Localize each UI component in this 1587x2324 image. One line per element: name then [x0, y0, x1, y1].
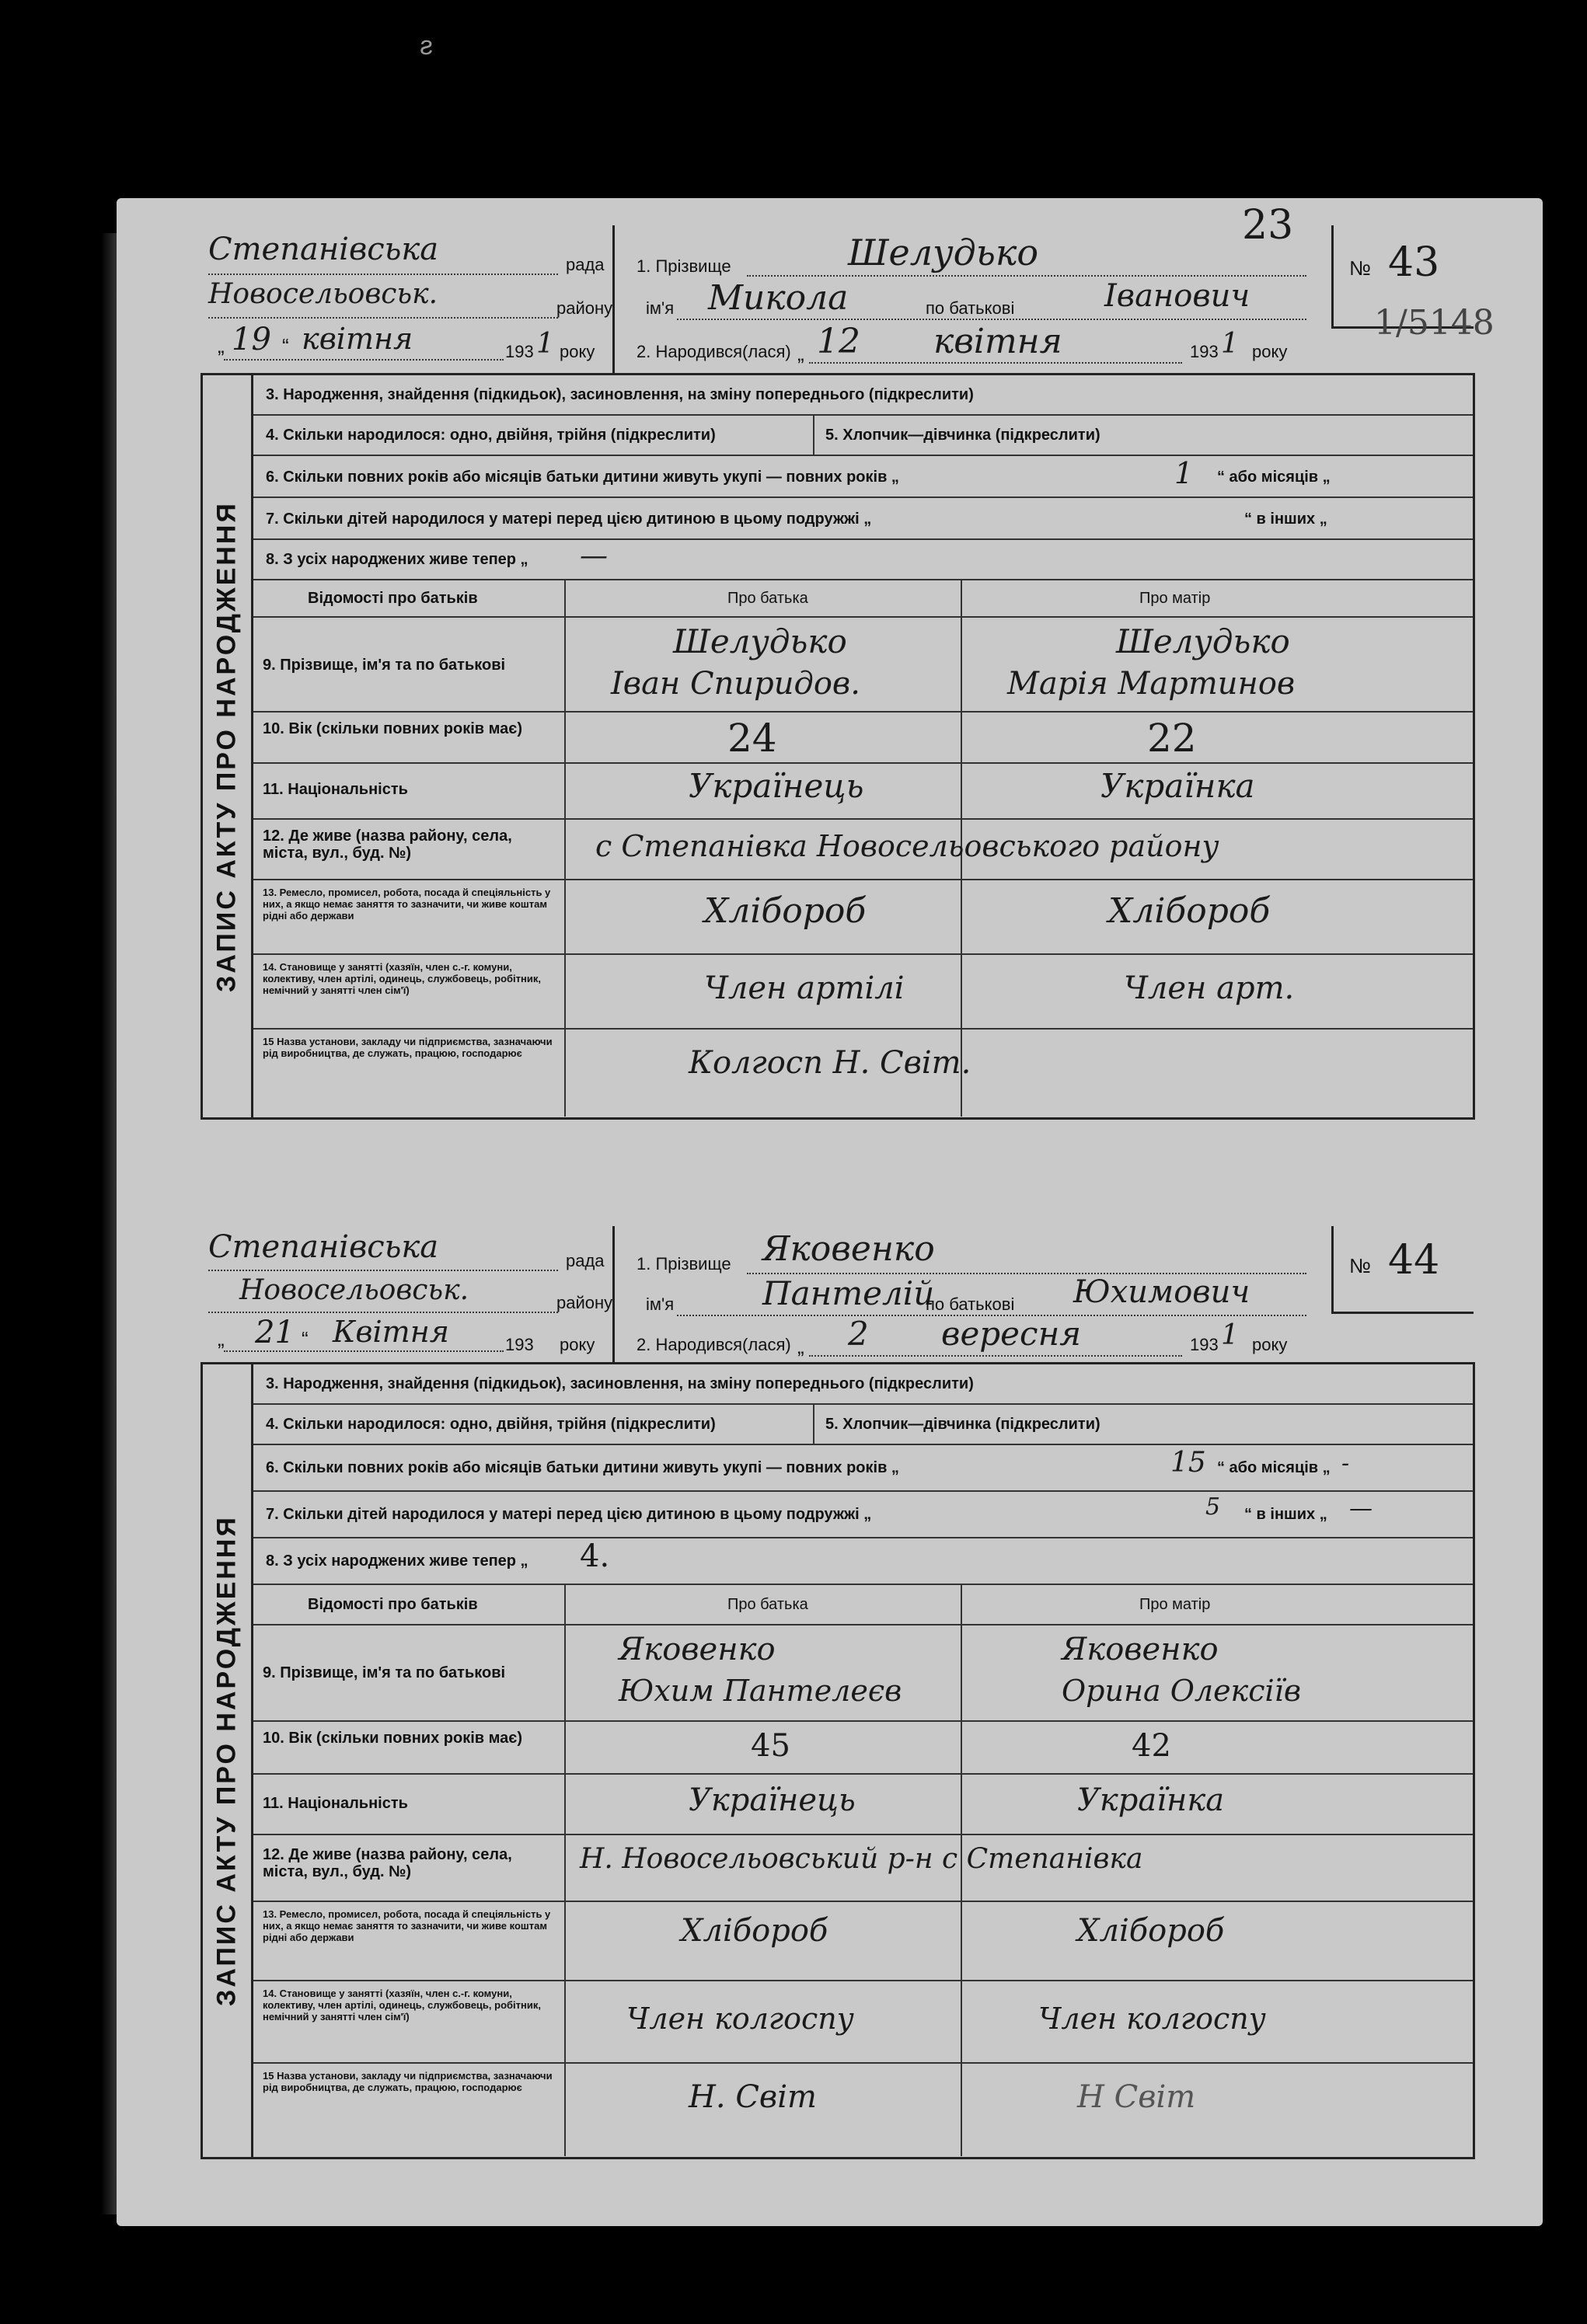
parents-table-header: Відомості про батьків Про батька Про матір: [253, 580, 1473, 618]
council-name: Степанівська: [208, 1229, 439, 1265]
row-4-5: 4. Скільки народилося: одно, двійня, трійня (підкреслити) 5. Хлопчик—дівчинка (підкреслити): [253, 1405, 1473, 1445]
reg-day: 19: [232, 322, 271, 357]
number-label: №: [1349, 1254, 1371, 1277]
record-number: 44: [1388, 1237, 1440, 1284]
row-3: 3. Народження, знайдення (підкидьок), засиновлення, на зміну попереднього (підкреслити): [253, 375, 1473, 416]
row-8: 8. З усіх народжених живе тепер „ 4.: [253, 1538, 1473, 1585]
surname-value: Яковенко: [762, 1229, 935, 1269]
parents-row-14: 14. Становище у занятті (хазяїн, член с.-г. комуни, колективу, член артілі, одинець, службовець, робітник, немічний у занятті член сім'ї) Член артілі Член арт.: [253, 955, 1473, 1030]
parents-row-11: 11. Національність Українець Українка: [253, 1775, 1473, 1835]
surname-value: Шелудько: [848, 232, 1039, 274]
district-name: Новосельовськ.: [208, 278, 438, 310]
number-label: №: [1349, 256, 1371, 280]
reg-year-prefix: 193: [505, 1335, 534, 1354]
district-name: Новосельовськ.: [239, 1274, 469, 1306]
born-year-digit: 1: [1221, 1319, 1239, 1351]
council-label: рада: [566, 255, 605, 274]
district-label: району: [556, 298, 613, 318]
child-identity: 1. Прізвище Шелудько ім'я Микола по батькові Іванович 2. Народився(лася) „ 12 квітня 193 1 року: [615, 225, 1314, 373]
surname-label: 1. Прізвище: [637, 256, 731, 276]
born-year-prefix: 193: [1190, 1335, 1219, 1354]
born-day: 12: [817, 322, 860, 361]
parents-row-9: 9. Прізвище, ім'я та по батькові Яковенко Юхим Пантелеєв Яковенко Орина Олексіїв: [253, 1625, 1473, 1722]
born-label: 2. Народився(лася): [637, 1335, 791, 1354]
record-header: [201, 202, 1495, 375]
row-7: 7. Скільки дітей народилося у матері перед цією дитиною в цьому подружжі „ 5 “ в інших „ —: [253, 1492, 1473, 1538]
parents-row-13: 13. Ремесло, промисел, робота, посада й спеціяльність у них, а якщо немає заняття то зазначити, чи живе коштам рідні або держави Хлібороб Хлібороб: [253, 880, 1473, 955]
born-label: 2. Народився(лася): [637, 342, 791, 361]
side-title: ЗАПИС АКТУ ПРО НАРОДЖЕННЯ: [211, 500, 242, 992]
registration-office: Степанівська рада Новосельовськ. району „ 21 “ Квітня 193 року: [201, 1226, 615, 1362]
record-body: [201, 1364, 1475, 2159]
parents-row-14: 14. Становище у занятті (хазяїн, член с.-г. комуни, колективу, член артілі, одинець, службовець, робітник, немічний у занятті член сім'ї) Член колгоспу Член колгоспу: [253, 1981, 1473, 2064]
parents-row-12: 12. Де живе (назва району, села, міста, вул., буд. №) с Степанівка Новосельовського району: [253, 820, 1473, 880]
birth-record-43: [201, 202, 1495, 1120]
parents-row-10: 10. Вік (скільки повних років має) 24 22: [253, 713, 1473, 764]
born-year-digit: 1: [1221, 328, 1239, 360]
patronymic-value: Іванович: [1104, 278, 1250, 314]
parents-row-11: 11. Національність Українець Українка: [253, 764, 1473, 820]
side-title: ЗАПИС АКТУ ПРО НАРОДЖЕННЯ: [211, 1515, 242, 2006]
side-title-box: [203, 1364, 253, 2157]
patronymic-label: по батькові: [926, 298, 1015, 318]
parents-row-9: 9. Прізвище, ім'я та по батькові Шелудько Іван Спиридов. Шелудько Марія Мартинов: [253, 618, 1473, 713]
record-header: [201, 1226, 1475, 1364]
born-month: квітня: [933, 322, 1062, 361]
reg-year-digit: 1: [536, 328, 554, 360]
registration-office: Степанівська рада Новосельовськ. району „ 19 “ квітня 193 1 року: [201, 225, 615, 373]
record-number: 43: [1388, 239, 1440, 286]
born-day: 2: [848, 1315, 869, 1353]
row-6: 6. Скільки повних років або місяців батьки дитини живуть укупі — повних років „ 1 “ або місяців „: [253, 456, 1473, 498]
row-3: 3. Народження, знайдення (підкидьок), засиновлення, на зміну попереднього (підкреслити): [253, 1364, 1473, 1405]
name-value: Пантелій: [762, 1274, 935, 1312]
name-value: Микола: [708, 278, 849, 318]
parents-table-header: Відомості про батьків Про батька Про матір: [253, 1585, 1473, 1625]
surname-label: 1. Прізвище: [637, 1254, 731, 1273]
patronymic-label: по батькові: [926, 1294, 1015, 1314]
parents-row-12: 12. Де живе (назва району, села, міста, вул., буд. №) Н. Новосельовський р-н с Степанівка: [253, 1835, 1473, 1902]
reg-day: 21: [255, 1315, 295, 1350]
row-7: 7. Скільки дітей народилося у матері перед цією дитиною в цьому подружжі „ “ в інших „: [253, 498, 1473, 540]
reg-year-label: року: [560, 342, 595, 361]
parents-row-15: 15 Назва установи, закладу чи підприємства, зазначаючи рід виробництва, де служать, працюю, господарює Н. Світ Н Світ: [263, 2070, 1196, 2115]
reg-month: Квітня: [333, 1315, 449, 1349]
row-8: 8. З усіх народжених живе тепер „ —: [253, 540, 1473, 580]
name-label: ім'я: [646, 298, 675, 318]
row-6: 6. Скільки повних років або місяців батьки дитини живуть укупі — повних років „ 15 “ або місяців „ -: [253, 1445, 1473, 1492]
stray-mark: ƨ: [420, 31, 433, 61]
council-label: рада: [566, 1251, 605, 1270]
council-name: Степанівська: [208, 232, 439, 267]
parents-row-13: 13. Ремесло, промисел, робота, посада й спеціяльність у них, а якщо немає заняття то зазначити, чи живе коштам рідні або держави Хлібороб Хлібороб: [253, 1902, 1473, 1981]
district-label: району: [556, 1293, 613, 1312]
reg-year-label: року: [560, 1335, 595, 1354]
side-title-box: [203, 375, 253, 1117]
born-year-prefix: 193: [1190, 342, 1219, 361]
row-4-5: 4. Скільки народилося: одно, двійня, трійня (підкреслити) 5. Хлопчик—дівчинка (підкреслити): [253, 416, 1473, 456]
child-identity: 1. Прізвище Яковенко ім'я Пантелій по батькові Юхимович 2. Народився(лася) „ 2 вересня 193 1 року: [615, 1226, 1314, 1362]
page-number-hand: 23: [1242, 202, 1294, 249]
reg-month: квітня: [302, 322, 413, 356]
record-body: [201, 375, 1475, 1120]
born-month: вересня: [941, 1315, 1082, 1353]
parents-row-10: 10. Вік (скільки повних років має) 45 42: [253, 1722, 1473, 1775]
parents-row-15: 15 Назва установи, закладу чи підприємства, зазначаючи рід виробництва, де служать, працюю, господарює Колгосп Н. Світ.: [263, 1036, 971, 1081]
margin-note: 1/5148: [1374, 303, 1495, 343]
name-label: ім'я: [646, 1294, 675, 1314]
born-year-label: року: [1252, 1335, 1288, 1354]
born-year-label: року: [1252, 342, 1288, 361]
reg-year-prefix: 193: [505, 342, 534, 361]
birth-record-44: [201, 1226, 1475, 2159]
record-number-box: [1331, 1226, 1474, 1314]
patronymic-value: Юхимович: [1073, 1274, 1250, 1310]
